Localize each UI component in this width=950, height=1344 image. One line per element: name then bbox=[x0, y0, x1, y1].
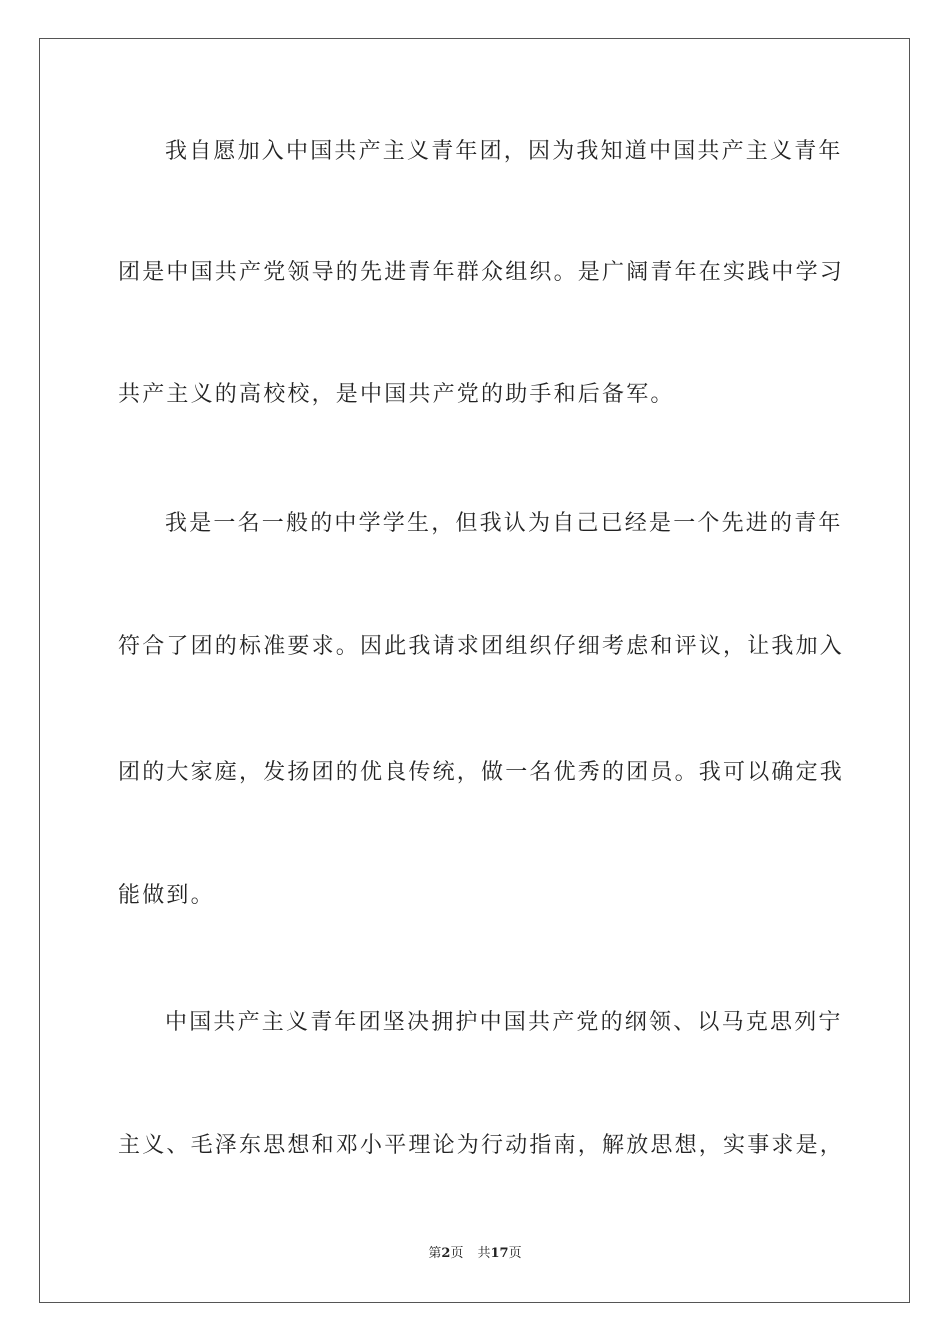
paragraph-2-line-3: 团的大家庭，发扬团的优良传统，做一名优秀的团员。我可以确定我 bbox=[118, 760, 845, 785]
page-prefix: 第 bbox=[428, 1246, 442, 1261]
paragraph-2-line-4: 能做到。 bbox=[118, 883, 215, 908]
page-frame bbox=[39, 38, 910, 1303]
paragraph-2-line-2: 符合了团的标准要求。因此我请求团组织仔细考虑和评议，让我加入 bbox=[118, 634, 845, 659]
total-pages: 17 bbox=[490, 1246, 509, 1261]
page-footer bbox=[0, 1246, 950, 1262]
paragraph-3-line-1: 中国共产主义青年团坚决拥护中国共产党的纲领、以马克思列宁 bbox=[165, 1010, 843, 1035]
total-prefix: 共 bbox=[477, 1246, 491, 1261]
page-suffix: 页 bbox=[450, 1246, 464, 1261]
paragraph-3-line-2: 主义、毛泽东思想和邓小平理论为行动指南，解放思想，实事求是， bbox=[118, 1133, 845, 1158]
paragraph-1-line-2: 团是中国共产党领导的先进青年群众组织。是广阔青年在实践中学习 bbox=[118, 260, 845, 285]
paragraph-1-line-1: 我自愿加入中国共产主义青年团，因为我知道中国共产主义青年 bbox=[165, 139, 843, 164]
total-suffix: 页 bbox=[508, 1246, 522, 1261]
paragraph-1-line-3: 共产主义的高校校，是中国共产党的助手和后备军。 bbox=[118, 382, 675, 407]
paragraph-2-line-1: 我是一名一般的中学学生，但我认为自己已经是一个先进的青年 bbox=[165, 511, 843, 536]
page-number: 2 bbox=[441, 1246, 451, 1261]
